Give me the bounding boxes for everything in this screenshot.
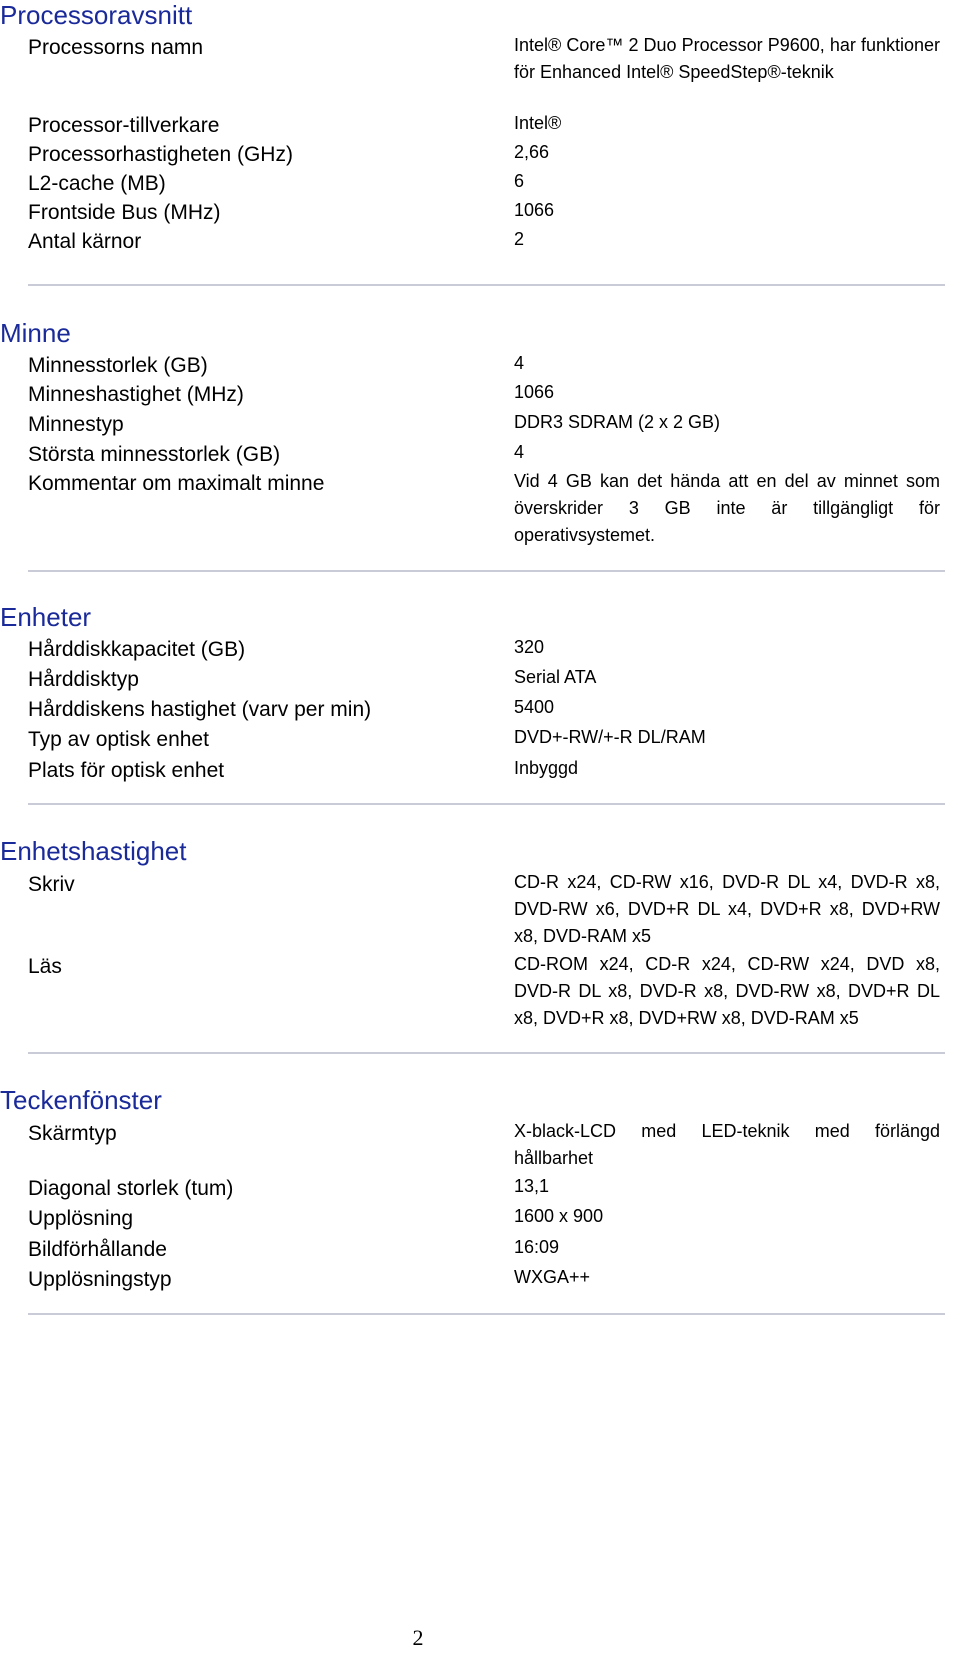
row-value-l2-cache: 6	[514, 171, 525, 191]
row-label-memory-type: Minnestyp	[28, 413, 124, 436]
section-divider	[28, 803, 945, 805]
section-divider	[28, 1313, 945, 1315]
page-number: 2	[412, 1625, 424, 1650]
row-value-memory-size: 4	[514, 353, 525, 373]
section-divider	[28, 570, 945, 572]
row-value-hdd-type: Serial ATA	[514, 667, 597, 687]
row-value-diagonal-size: 13,1	[514, 1176, 550, 1196]
section-title-drive-speed: Enhetshastighet	[0, 836, 187, 866]
row-value-hdd-capacity: 320	[514, 637, 545, 657]
row-label-hdd-speed: Hårddiskens hastighet (varv per min)	[28, 698, 372, 721]
row-value-core-count: 2	[514, 229, 525, 249]
row-value-frontside-bus: 1066	[514, 200, 555, 220]
row-label-l2-cache: L2-cache (MB)	[28, 172, 166, 195]
row-value-read-speed: CD-ROM x24, CD-R x24, CD-RW x24, DVD x8, DVD-R DL x8, DVD-R x8, DVD-RW x8, DVD+R DL x8, DVD+R x8, DVD+RW x8, DVD-RAM x5	[514, 954, 940, 1028]
row-label-memory-size: Minnesstorlek (GB)	[28, 354, 208, 377]
row-value-screen-type: X-black-LCD med LED-teknik med förlängd hållbarhet	[514, 1121, 940, 1168]
row-value-aspect-ratio: 16:09	[514, 1237, 560, 1257]
row-label-memory-speed: Minneshastighet (MHz)	[28, 383, 244, 406]
section-title-drives: Enheter	[0, 602, 92, 632]
row-label-processor-speed: Processorhastigheten (GHz)	[28, 143, 293, 166]
section-divider	[28, 284, 945, 286]
row-label-optical-location: Plats för optisk enhet	[28, 759, 225, 782]
row-value-write-speed: CD-R x24, CD-RW x16, DVD-R DL x4, DVD-R x8, DVD-RW x6, DVD+R DL x4, DVD+R x8, DVD+RW x8, DVD-RAM x5	[514, 872, 940, 946]
row-label-hdd-type: Hårddisktyp	[28, 668, 139, 691]
row-label-max-memory: Största minnesstorlek (GB)	[28, 443, 281, 466]
row-label-hdd-capacity: Hårddiskkapacitet (GB)	[28, 638, 246, 661]
row-label-processor-manufacturer: Processor-tillverkare	[28, 114, 220, 137]
row-value-memory-type: DDR3 SDRAM (2 x 2 GB)	[514, 412, 721, 432]
row-value-processor-speed: 2,66	[514, 142, 550, 162]
section-title-memory: Minne	[0, 318, 71, 348]
row-value-max-memory: 4	[514, 442, 525, 462]
row-value-optical-location: Inbyggd	[514, 758, 579, 778]
row-label-screen-type: Skärmtyp	[28, 1122, 117, 1145]
row-value-memory-speed: 1066	[514, 382, 555, 402]
row-label-diagonal-size: Diagonal storlek (tum)	[28, 1177, 234, 1200]
row-value-memory-comment: Vid 4 GB kan det hända att en del av minnet som överskrider 3 GB inte är tillgängligt för operativsystemet.	[514, 471, 940, 545]
row-label-read-speed: Läs	[28, 955, 62, 978]
row-value-resolution-type: WXGA++	[514, 1267, 591, 1287]
row-value-resolution: 1600 x 900	[514, 1206, 604, 1226]
row-label-resolution-type: Upplösningstyp	[28, 1268, 172, 1291]
row-label-optical-type: Typ av optisk enhet	[28, 728, 209, 751]
row-label-resolution: Upplösning	[28, 1207, 134, 1230]
row-value-hdd-speed: 5400	[514, 697, 555, 717]
section-title-display: Teckenfönster	[0, 1085, 162, 1115]
row-label-processor-name: Processorns namn	[28, 36, 204, 59]
row-label-memory-comment: Kommentar om maximalt minne	[28, 472, 325, 495]
section-divider	[28, 1052, 945, 1054]
row-value-processor-name: Intel® Core™ 2 Duo Processor P9600, har funktioner för Enhanced Intel® SpeedStep®-teknik	[514, 35, 940, 82]
row-value-processor-manufacturer: Intel®	[514, 113, 562, 133]
row-label-aspect-ratio: Bildförhållande	[28, 1238, 167, 1261]
row-label-write-speed: Skriv	[28, 873, 75, 896]
row-label-core-count: Antal kärnor	[28, 230, 142, 253]
section-title-processor: Processoravsnitt	[0, 0, 193, 30]
row-value-optical-type: DVD+-RW/+-R DL/RAM	[514, 727, 706, 747]
row-label-frontside-bus: Frontside Bus (MHz)	[28, 201, 221, 224]
